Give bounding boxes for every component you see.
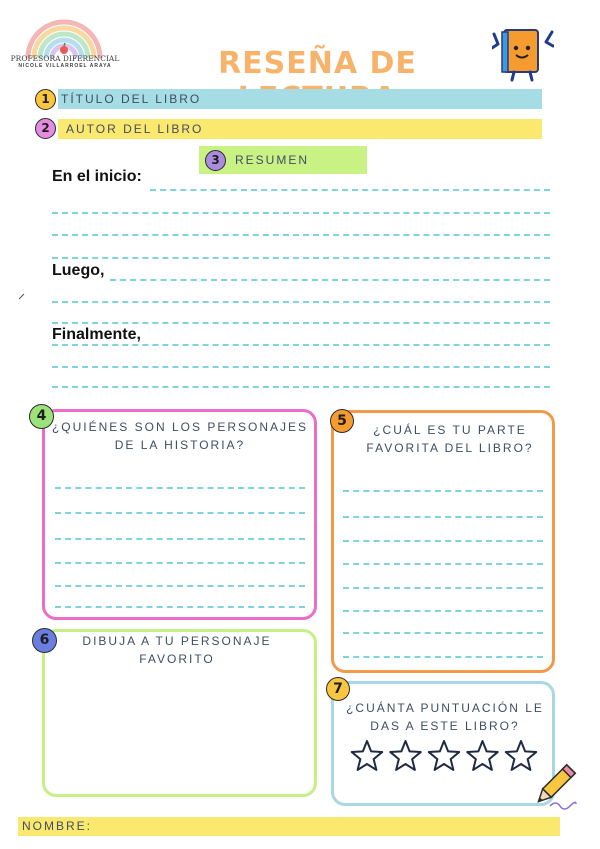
name-field-bar[interactable] <box>18 817 560 836</box>
favorite-part-question: ¿CUÁL ES TU PARTE FAVORITA DEL LIBRO? <box>366 423 534 455</box>
characters-line[interactable] <box>55 606 305 608</box>
star-icon[interactable] <box>467 741 497 770</box>
title-field-label: TÍTULO DEL LIBRO <box>61 92 202 106</box>
characters-question: ¿QUIÉNES SON LOS PERSONAJES DE LA HISTORIA? <box>51 420 309 452</box>
summary-line[interactable] <box>52 344 550 346</box>
step-3-badge: 3 <box>205 150 226 171</box>
favorite-part-line[interactable] <box>343 587 543 589</box>
characters-line[interactable] <box>55 512 305 514</box>
favorite-part-line[interactable] <box>343 516 543 518</box>
star-icon[interactable] <box>352 741 382 770</box>
pencil-scribble-icon <box>548 798 578 810</box>
step-7-badge: 7 <box>326 677 350 701</box>
summary-line[interactable] <box>52 366 550 368</box>
favorite-part-line[interactable] <box>343 540 543 542</box>
summary-label: RESUMEN <box>235 153 310 167</box>
star-icon[interactable] <box>429 741 459 770</box>
logo-subtitle: NICOLE VILLARROEL ARAYA <box>18 63 112 69</box>
step-1-badge: 1 <box>35 89 56 110</box>
favorite-part-line[interactable] <box>343 610 543 612</box>
stray-mark <box>19 294 25 300</box>
favorite-part-line[interactable] <box>343 490 543 492</box>
characters-line[interactable] <box>55 538 305 540</box>
characters-line[interactable] <box>55 585 305 587</box>
summary-line[interactable] <box>150 189 550 191</box>
favorite-part-line[interactable] <box>343 656 543 658</box>
book-character-icon <box>492 24 554 82</box>
title-field-bar[interactable] <box>58 89 542 109</box>
characters-line[interactable] <box>55 487 305 489</box>
author-field-label: AUTOR DEL LIBRO <box>66 122 204 136</box>
summary-then-label: Luego, <box>52 262 105 279</box>
page-title: RESEÑA DE <box>218 46 417 81</box>
summary-line[interactable] <box>52 257 550 259</box>
summary-line[interactable] <box>52 234 550 236</box>
step-5-badge: 5 <box>330 409 354 433</box>
summary-line[interactable] <box>52 322 550 324</box>
rating-question: ¿CUÁNTA PUNTUACIÓN LE DAS A ESTE LIBRO? <box>346 701 544 733</box>
name-field-label: NOMBRE: <box>22 819 93 833</box>
characters-line[interactable] <box>55 562 305 564</box>
step-6-badge: 6 <box>32 628 57 653</box>
rating-stars <box>348 737 540 777</box>
summary-line[interactable] <box>52 386 550 388</box>
summary-beginning-label: En el inicio: <box>52 168 142 185</box>
step-4-badge: 4 <box>29 404 54 429</box>
star-icon[interactable] <box>390 741 420 770</box>
step-2-badge: 2 <box>35 118 56 139</box>
favorite-part-line[interactable] <box>343 563 543 565</box>
logo-title: PROFESORA DIFERENCIAL <box>10 54 120 63</box>
summary-line[interactable] <box>52 301 550 303</box>
summary-line[interactable] <box>52 212 550 214</box>
author-field-bar[interactable] <box>58 119 542 139</box>
summary-finally-label: Finalmente, <box>52 326 141 343</box>
summary-line[interactable] <box>110 279 550 281</box>
drawing-label: DIBUJA A TU PERSONAJE FAVORITO <box>82 634 272 666</box>
favorite-part-line[interactable] <box>343 632 543 634</box>
